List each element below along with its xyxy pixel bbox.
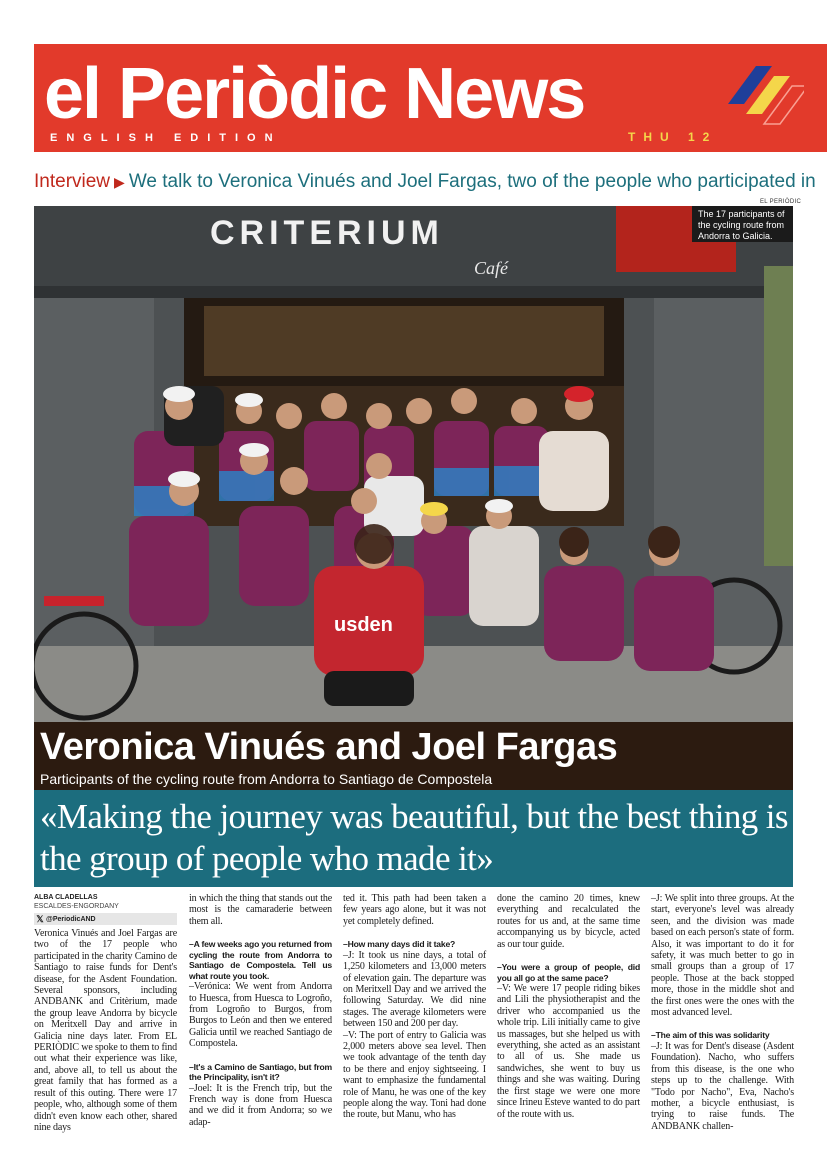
issue-date: THU 12	[628, 130, 718, 144]
article-column-4	[497, 893, 640, 1120]
interview-question: –A few weeks ago you returned from cycling the route from Andorra to Santiago de Compostela. Tell us what route you took.	[189, 939, 332, 981]
masthead	[34, 44, 827, 152]
headline-subtitle: Participants of the cycling route from Andorra to Santiago de Compostela	[40, 771, 493, 787]
byline	[34, 893, 177, 925]
article-paragraph: –V: We were 17 people riding bikes and Lili the physiotherapist and the driver who accompanied us the whole trip. Lili initially came to give us massages, but she helped us with everything, she acted as an assistant to all of us. She made us sandwiches, she went to buy us things and she was waiting. During the first stage we were one more since Irineu Esteve wanted to do part of the route with us.	[497, 983, 640, 1120]
x-logo-icon: 𝕏	[36, 913, 44, 924]
headline-title: Veronica Vinués and Joel Fargas	[40, 726, 618, 768]
kicker-text: We talk to Veronica Vinués and Joel Fargas, two of the people who participated in	[128, 171, 816, 192]
interview-question: –The aim of this was solidarity	[651, 1030, 770, 1041]
article-paragraph: in which the thing that stands out the most is the camaraderie between them all.	[189, 893, 332, 927]
article-paragraph: –J: It took us nine days, a total of 1,250 kilometers and 13,000 meters of elevation gain. The departure was on Meritxell Day and we arrived the following Saturday. We did nine stages. The average kilometers were between 150 and 200 per day.	[343, 949, 486, 1030]
group-photo-illustration	[34, 206, 793, 722]
article-paragraph: –Joel: It is the French trip, but the French way is done from Huesca and we did it from Andorra; so we adap-	[189, 1082, 332, 1128]
article-paragraph: –Verónica: We went from Andorra to Huesca, from Huesca to Logroño, from Logroño to Burgos, from Burgos to León and then we entered Galicia until we reached Santiago de Compostela.	[189, 981, 332, 1050]
cafe-sign-subtext: Café	[474, 258, 508, 278]
interview-question: –You were a group of people, did you all go at the same pace?	[497, 962, 640, 983]
section-kicker	[34, 168, 827, 196]
photo-credit: EL PERIÒDIC	[760, 199, 802, 205]
article-paragraph: Veronica Vinués and Joel Fargas are two of the 17 people who participated in the charity Camino de Santiago to raise funds for Dent's disease, for the Asdent Foundation. Several sponsors, including ANDBANK and Critèrium, made the group leave Andorra by bicycle on Meritxell Day and arrive in Galicia nine days later. From EL PERIÒDIC we spoke to them to find out what their experience was like, and, above all, to tell us about the great family that has formed as a result of this outing. There were 17 people, who, although some of them didn't even know each other, shared nine days	[34, 928, 178, 1133]
article-column-3	[343, 893, 486, 1121]
photo-caption: The 17 participants of the cycling route from Andorra to Galicia.	[692, 206, 793, 242]
newspaper-logo[interactable]: el Periòdic News	[44, 54, 585, 134]
pull-quote: «Making the journey was beautiful, but the best thing is the group of people who made it»	[40, 797, 788, 878]
article-paragraph: done the camino 20 times, knew everything and recalculated the routes for us and, at the same time accompanying us by bicycle, acted as our tour guide.	[497, 893, 640, 950]
section-label[interactable]: Interview	[34, 171, 111, 192]
interview-question: –It's a Camino de Santiago, but from the Principality, isn't it?	[189, 1061, 332, 1083]
interview-question: –How many days did it take?	[343, 939, 456, 950]
pull-quote-band	[34, 790, 793, 887]
jersey-text: usden	[334, 614, 393, 636]
article-paragraph: –J: We split into three groups. At the start, everyone's level was already seen, and the division was made based on each person's state of form. Also, it was important to do it for safety, it was much better to go in small groups than a group of 17 people. Those at the back stopped more, those in the middle shot and the first ones were the ones with the most advanced level.	[651, 893, 794, 1019]
author-name: ALBA CLADELLAS	[34, 894, 98, 901]
andorra-flag-stripes-icon	[724, 64, 804, 144]
group-photo	[34, 206, 793, 722]
social-handle[interactable]	[34, 913, 177, 925]
article-column-2	[189, 893, 332, 1128]
social-handle-text: @PeriodicAND	[46, 915, 96, 923]
cafe-sign-text: CRITERIUM	[210, 214, 444, 252]
arrow-right-icon: ▶	[114, 174, 125, 190]
headline-band	[34, 722, 793, 790]
author-location: ESCALDES-ENGORDANY	[34, 903, 119, 910]
article-column-1	[34, 928, 177, 1133]
article-column-5	[651, 893, 794, 1132]
edition-label: ENGLISH EDITION	[50, 132, 282, 144]
article-paragraph: –J: It was for Dent's disease (Asdent Foundation). Nacho, who suffers from this disease, is the one who steps up to the challenge. With "Todo por Nacho", Eva, Nacho's mother, a bicycle enthusiast, is trying to raise funds. The ANDBANK challen-	[651, 1040, 794, 1132]
article-paragraph: –V: The port of entry to Galicia was 2,000 meters above sea level. Then we took advantage of the tenth day to be there and enjoy sightseeing. I want to emphasize the fundamental role of Manu, he was one of the key people along the way. Toni had done the route, but Manu, who has	[343, 1029, 486, 1121]
article-paragraph: ted it. This path had been taken a few years ago alone, but it was not yet completely defined.	[343, 893, 486, 927]
